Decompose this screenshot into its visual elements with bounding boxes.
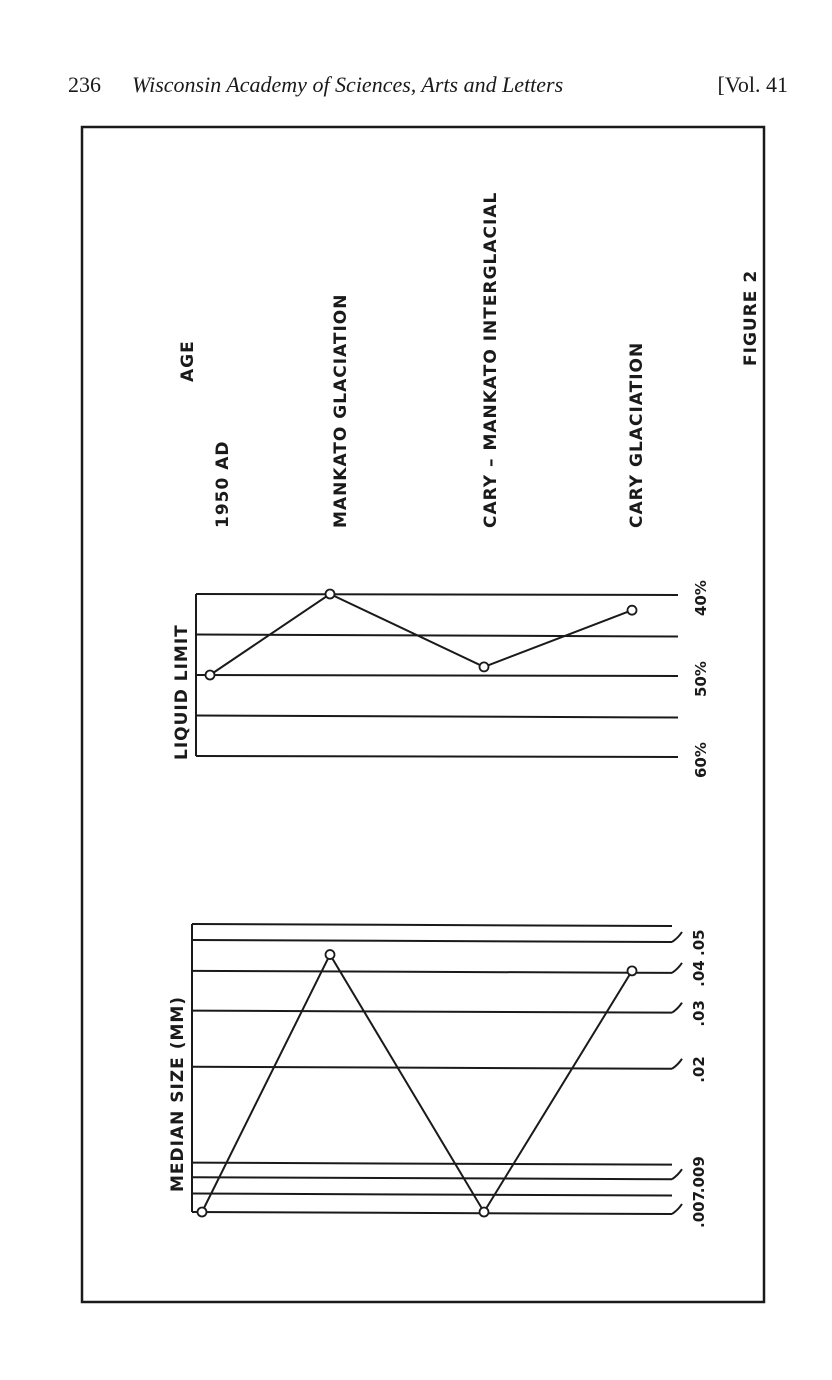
median-size-tick-label: .02 <box>690 1056 708 1083</box>
liquid-limit-tick-label: 50% <box>692 661 710 697</box>
median-size-tick-mark <box>672 1204 682 1214</box>
liquid-limit-tick-label: 60% <box>692 742 710 778</box>
median-size-gridline <box>192 1212 672 1214</box>
age-label-cary-glaciation: CARY GLACIATION <box>627 341 647 528</box>
figure-label: FIGURE 2 <box>741 269 761 366</box>
liquid-limit-gridline <box>196 756 678 757</box>
median-size-tick-mark <box>672 1003 682 1013</box>
median-size-tick-label: .04 <box>690 960 708 987</box>
median-size-point <box>326 950 335 959</box>
median-size-tick-mark <box>672 932 682 942</box>
median-size-gridlines <box>192 924 682 1214</box>
liquid-limit-point <box>326 590 335 599</box>
median-size-tick-mark <box>672 1169 682 1179</box>
liquid-limit-point <box>480 662 489 671</box>
age-label-mankato-glaciation: MANKATO GLACIATION <box>331 293 351 528</box>
liquid-limit-gridline <box>196 716 678 718</box>
median-size-point <box>198 1208 207 1217</box>
age-label-cary-mankato-interglacial: CARY – MANKATO INTERGLACIAL <box>481 191 501 528</box>
liquid-limit-chart <box>172 580 710 778</box>
median-size-tick-mark <box>672 963 682 973</box>
page-number: 236 <box>68 72 101 97</box>
median-size-gridline <box>192 971 672 973</box>
journal-title: Wisconsin Academy of Sciences, Arts and Letters <box>132 72 564 97</box>
median-size-tick-label: .03 <box>690 1000 708 1027</box>
median-size-point <box>628 966 637 975</box>
median-size-tick-mark <box>672 1059 682 1069</box>
median-size-tick-label: .007 <box>690 1190 708 1228</box>
liquid-limit-tick-labels <box>692 580 710 778</box>
median-size-gridline <box>192 1067 672 1069</box>
liquid-limit-gridline <box>196 594 678 595</box>
median-size-title: MEDIAN SIZE (MM) <box>168 995 188 1192</box>
median-size-series-line <box>202 955 632 1212</box>
median-size-chart <box>168 924 708 1228</box>
median-size-top-edge <box>192 924 672 926</box>
liquid-limit-point <box>628 606 637 615</box>
age-axis <box>178 192 647 528</box>
age-axis-title: AGE <box>178 340 198 382</box>
liquid-limit-gridline <box>196 675 678 676</box>
median-size-gridline <box>192 1194 672 1196</box>
median-size-tick-label: .009 <box>690 1156 708 1194</box>
age-label-1950-ad: 1950 AD <box>213 440 233 528</box>
liquid-limit-gridlines <box>196 594 678 757</box>
median-size-gridline <box>192 1011 672 1013</box>
liquid-limit-point <box>206 671 215 680</box>
liquid-limit-title: LIQUID LIMIT <box>172 624 192 760</box>
median-size-tick-label: .05 <box>690 929 708 956</box>
median-size-gridline <box>192 1163 672 1165</box>
liquid-limit-tick-label: 40% <box>692 580 710 616</box>
median-size-tick-labels <box>690 929 708 1228</box>
median-size-point <box>480 1208 489 1217</box>
median-size-gridline <box>192 1177 672 1179</box>
volume-number: [Vol. 41 <box>717 72 788 97</box>
median-size-gridline <box>192 940 672 942</box>
